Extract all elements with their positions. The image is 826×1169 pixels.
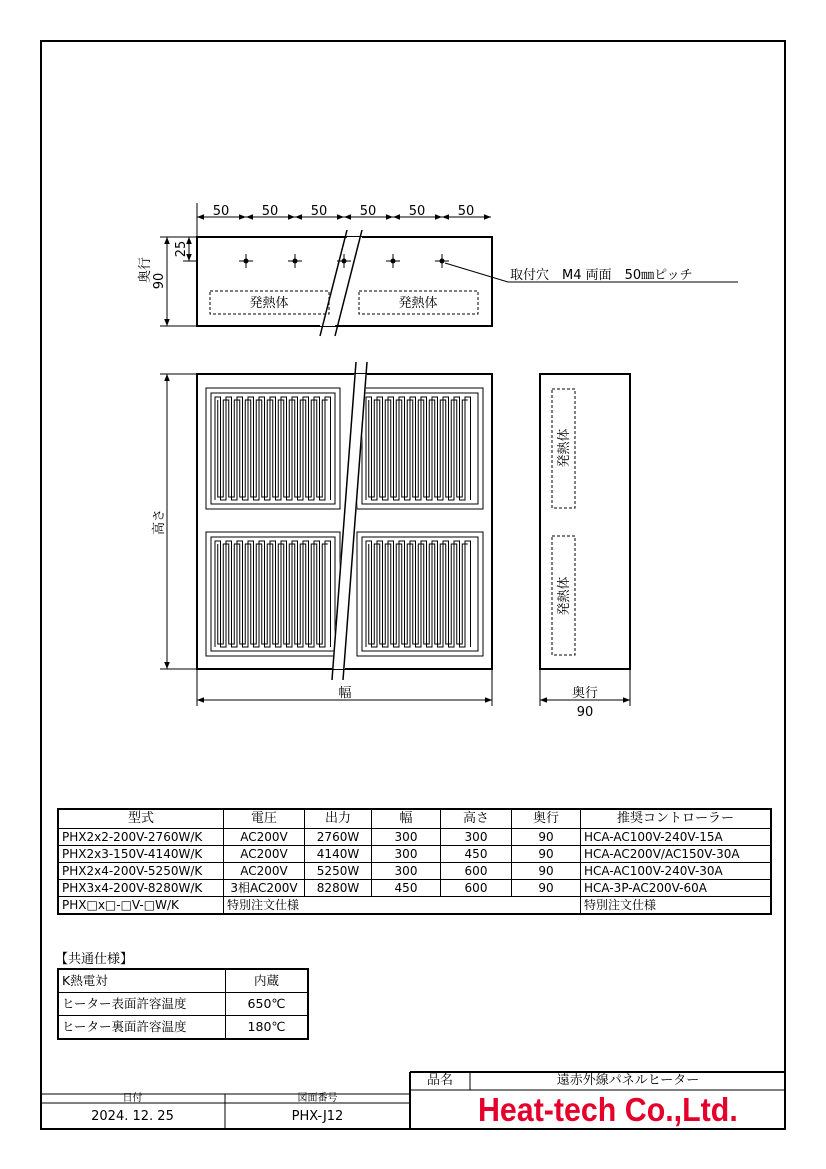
side-depth-label: 奥行 xyxy=(571,686,599,701)
side-heater-label: 発熱体 xyxy=(557,428,572,468)
spec-value-cell: 650℃ xyxy=(226,993,309,1016)
controller-cell: 特別注文仕様 xyxy=(581,897,772,915)
spec-name-cell: ヒーター裏面許容温度 xyxy=(58,1016,226,1040)
col-header: 型式 xyxy=(58,809,224,829)
spec-table xyxy=(57,808,772,915)
company-logo: Heat-tech Co.,Ltd. xyxy=(478,1091,738,1128)
col-header: 電圧 xyxy=(224,809,305,829)
spec-value-cell: 180℃ xyxy=(226,1016,309,1040)
top-view xyxy=(137,203,738,336)
controller-cell: HCA-3P-AC200V-60A xyxy=(581,880,772,897)
output-cell: 5250W xyxy=(305,863,372,880)
custom-spec-cell: 特別注文仕様 xyxy=(224,897,581,915)
heater-label: 発熱体 xyxy=(398,296,438,311)
output-cell: 8280W xyxy=(305,880,372,897)
table-row xyxy=(58,880,771,897)
output-cell: 4140W xyxy=(305,846,372,863)
product-name-label: 品名 xyxy=(426,1073,453,1088)
height-cell: 600 xyxy=(441,863,512,880)
col-header: 高さ xyxy=(441,809,512,829)
table-row xyxy=(58,863,771,880)
controller-cell: HCA-AC100V-240V-15A xyxy=(581,829,772,846)
height-label: 高さ xyxy=(152,508,167,536)
depth-label: 奥行 xyxy=(138,256,153,284)
spacing-label: 50 xyxy=(359,204,377,219)
side-view xyxy=(540,374,630,720)
front-view xyxy=(151,362,492,706)
side-depth-value: 90 xyxy=(576,705,594,720)
table-row xyxy=(58,969,308,993)
output-cell: 2760W xyxy=(305,829,372,846)
drawing-number-label: 図面番号 xyxy=(297,1093,338,1104)
table-row xyxy=(58,897,771,915)
model-cell: PHX2x4-200V-5250W/K xyxy=(58,863,224,880)
spec-header-row xyxy=(58,809,771,829)
side-heater-label: 発熱体 xyxy=(557,576,572,616)
dim-90-label: 90 xyxy=(152,272,167,290)
height-cell: 300 xyxy=(441,829,512,846)
table-row xyxy=(58,829,771,846)
mounting-note: 取付穴 M4 両面 50㎜ピッチ xyxy=(510,268,693,283)
spacing-label: 50 xyxy=(408,204,426,219)
voltage-cell: 3相AC200V xyxy=(224,880,305,897)
model-cell: PHX3x4-200V-8280W/K xyxy=(58,880,224,897)
width-cell: 300 xyxy=(372,846,441,863)
table-row xyxy=(58,993,308,1016)
col-header: 推奨コントローラー xyxy=(581,809,772,829)
heater-label: 発熱体 xyxy=(249,296,289,311)
heater-element-pattern xyxy=(218,400,328,497)
voltage-cell: AC200V xyxy=(224,863,305,880)
model-cell: PHX2x3-150V-4140W/K xyxy=(58,846,224,863)
depth-cell: 90 xyxy=(512,880,581,897)
spec-value-cell: 内蔵 xyxy=(226,969,309,993)
spec-name-cell: K熱電対 xyxy=(58,969,226,993)
controller-cell: HCA-AC100V-240V-30A xyxy=(581,863,772,880)
spacing-label: 50 xyxy=(212,204,230,219)
depth-cell: 90 xyxy=(512,846,581,863)
width-cell: 300 xyxy=(372,863,441,880)
heater-element-pattern xyxy=(218,544,328,644)
dim-25-label: 25 xyxy=(174,240,189,258)
width-cell: 300 xyxy=(372,829,441,846)
drawing-number-value: PHX-J12 xyxy=(291,1109,344,1124)
spacing-label: 50 xyxy=(310,204,328,219)
col-header: 幅 xyxy=(372,809,441,829)
heater-element-pattern xyxy=(369,544,468,644)
col-header: 出力 xyxy=(305,809,372,829)
controller-cell: HCA-AC200V/AC150V-30A xyxy=(581,846,772,863)
width-cell: 450 xyxy=(372,880,441,897)
voltage-cell: AC200V xyxy=(224,829,305,846)
common-spec-table xyxy=(57,968,309,1040)
spacing-label: 50 xyxy=(457,204,475,219)
depth-cell: 90 xyxy=(512,829,581,846)
common-spec-title: 【共通仕様】 xyxy=(55,952,134,967)
model-cell: PHX□x□-□V-□W/K xyxy=(58,897,224,915)
heater-element-pattern xyxy=(369,400,468,497)
height-cell: 600 xyxy=(441,880,512,897)
width-label: 幅 xyxy=(338,686,352,701)
height-cell: 450 xyxy=(441,846,512,863)
spacing-label: 50 xyxy=(261,204,279,219)
table-row xyxy=(58,846,771,863)
spec-name-cell: ヒーター表面許容温度 xyxy=(58,993,226,1016)
date-label: 日付 xyxy=(122,1093,143,1104)
model-cell: PHX2x2-200V-2760W/K xyxy=(58,829,224,846)
date-value: 2024. 12. 25 xyxy=(91,1109,174,1124)
voltage-cell: AC200V xyxy=(224,846,305,863)
product-name-value: 遠赤外線パネルヒーター xyxy=(556,1073,700,1088)
col-header: 奥行 xyxy=(512,809,581,829)
table-row xyxy=(58,1016,308,1040)
depth-cell: 90 xyxy=(512,863,581,880)
